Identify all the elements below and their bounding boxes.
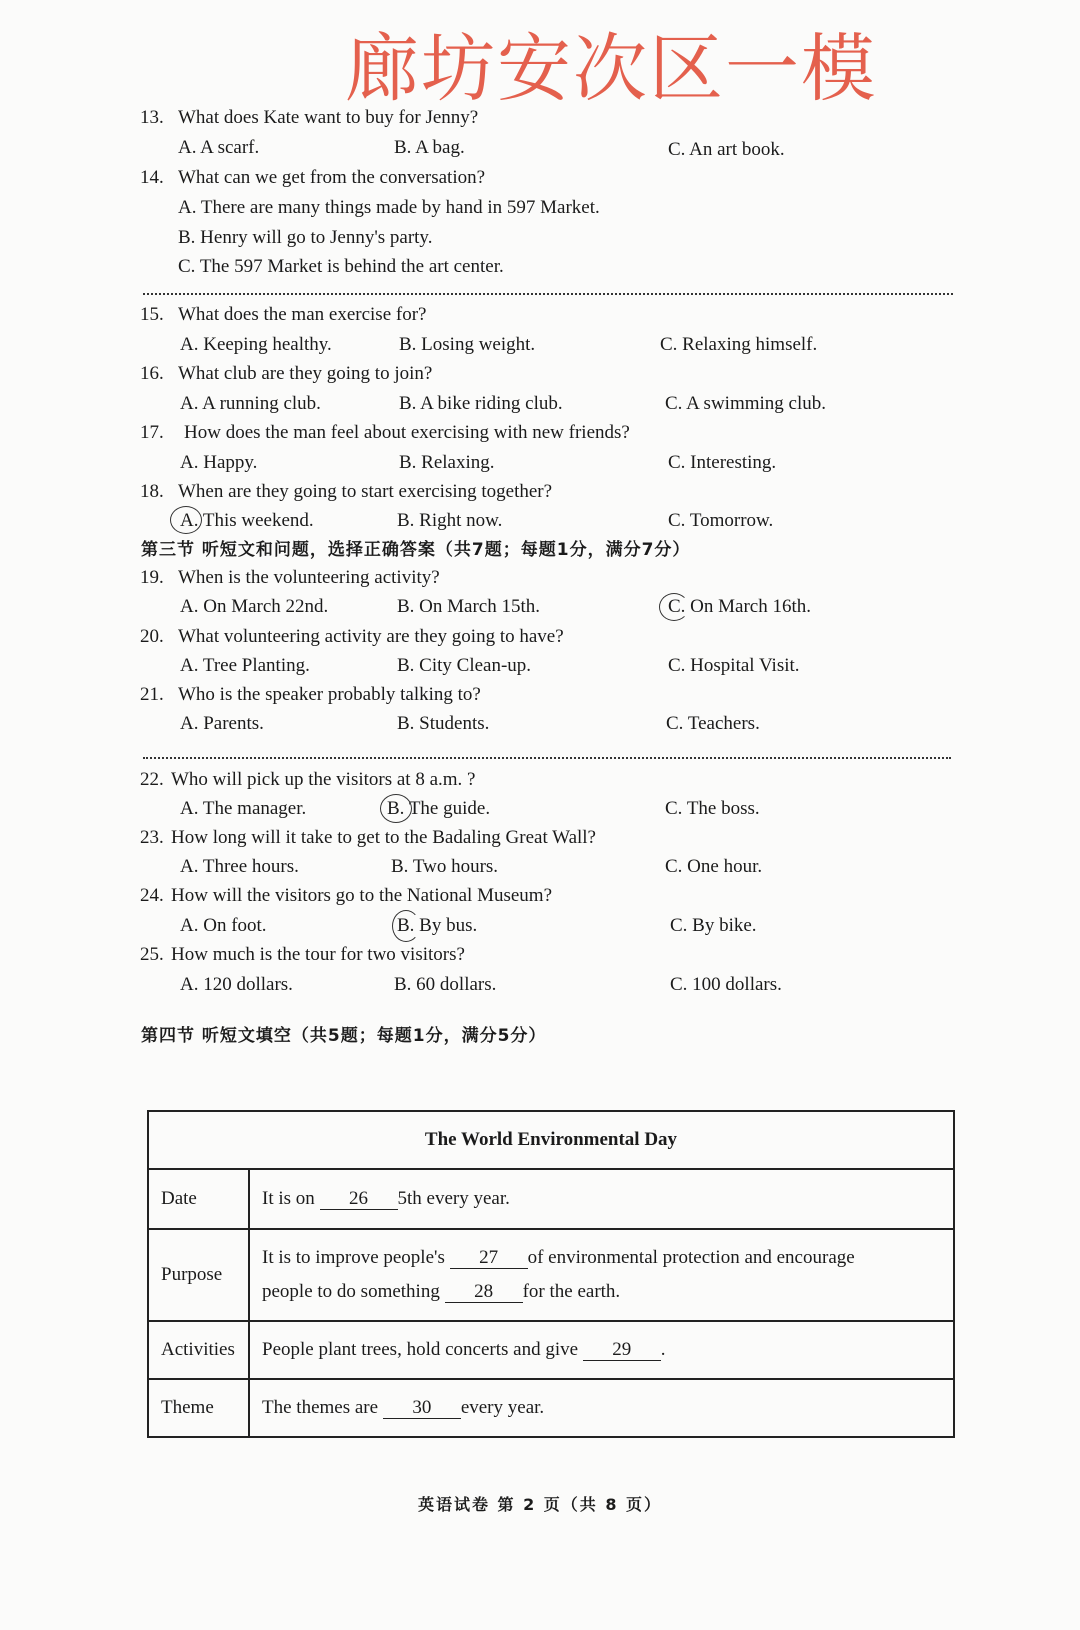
option-14c: C. The 597 Market is behind the art center. — [178, 256, 504, 277]
option-24c: C. By bike. — [670, 915, 757, 936]
option-17b: B. Relaxing. — [399, 452, 495, 473]
question-number: 15. — [140, 304, 164, 325]
question-16 — [140, 362, 432, 386]
option-24a: A. On foot. — [180, 915, 267, 936]
row-content-activities — [249, 1321, 954, 1379]
option-16b: B. A bike riding club. — [399, 393, 563, 414]
activities-text-before: People plant trees, hold concerts and give — [262, 1339, 579, 1360]
option-13b: B. A bag. — [394, 137, 465, 158]
option-22c: C. The boss. — [665, 798, 760, 819]
blank-26: 26 — [320, 1189, 398, 1210]
option-20a: A. Tree Planting. — [180, 655, 310, 676]
option-25b: B. 60 dollars. — [394, 974, 497, 995]
row-content-theme — [249, 1379, 954, 1437]
table-row-theme — [148, 1379, 954, 1437]
row-content-date — [249, 1169, 954, 1229]
question-text: What volunteering activity are they going to have? — [178, 626, 564, 647]
theme-text-before: The themes are — [262, 1397, 379, 1418]
option-14b: B. Henry will go to Jenny's party. — [178, 227, 433, 248]
option-17c: C. Interesting. — [668, 452, 777, 473]
question-number: 24. — [140, 885, 164, 906]
option-25a: A. 120 dollars. — [180, 974, 293, 995]
table-title: The World Environmental Day — [148, 1111, 954, 1169]
banner-title: 廊坊安次区一模 — [345, 26, 877, 112]
date-text-before: It is on — [262, 1188, 315, 1209]
table-row-activities — [148, 1321, 954, 1379]
option-16a: A. A running club. — [180, 393, 321, 414]
question-number: 21. — [140, 684, 164, 705]
option-20c: C. Hospital Visit. — [668, 655, 800, 676]
question-text: How will the visitors go to the National Museum? — [171, 885, 553, 906]
row-label-date: Date — [148, 1169, 249, 1229]
option-23b: B. Two hours. — [391, 856, 499, 877]
option-21c: C. Teachers. — [666, 713, 760, 734]
question-text: How long will it take to get to the Badaling Great Wall? — [171, 827, 596, 848]
question-text: Who is the speaker probably talking to? — [178, 684, 481, 705]
question-21 — [140, 683, 481, 707]
date-text-after: 5th every year. — [397, 1188, 510, 1209]
option-15b: B. Losing weight. — [399, 334, 536, 355]
section-3-heading: 第三节 听短文和问题，选择正确答案（共7题；每题1分，满分7分） — [141, 540, 691, 560]
question-23 — [140, 826, 596, 850]
blank-28: 28 — [445, 1282, 523, 1303]
option-18a: A. This weekend. — [180, 510, 314, 531]
question-text: What does Kate want to buy for Jenny? — [178, 107, 479, 128]
table-row-date — [148, 1169, 954, 1229]
purpose-line-2 — [262, 1275, 941, 1309]
purpose-text-3: people to do something — [262, 1281, 440, 1302]
question-number: 16. — [140, 363, 164, 384]
table-row-purpose — [148, 1229, 954, 1321]
purpose-text-2: of environmental protection and encourage — [527, 1247, 855, 1268]
activities-text-after: . — [660, 1339, 666, 1360]
option-19c: C. On March 16th. — [668, 596, 812, 617]
purpose-text-1: It is to improve people's — [262, 1247, 445, 1268]
question-text: How does the man feel about exercising with new friends? — [184, 422, 630, 443]
question-text: What does the man exercise for? — [178, 304, 427, 325]
question-15 — [140, 303, 426, 327]
question-14 — [140, 166, 485, 190]
option-21b: B. Students. — [397, 713, 490, 734]
question-text: When are they going to start exercising together? — [178, 481, 553, 502]
option-22a: A. The manager. — [180, 798, 307, 819]
option-21a: A. Parents. — [180, 713, 264, 734]
section-4-heading: 第四节 听短文填空（共5题；每题1分，满分5分） — [141, 1026, 547, 1046]
option-18b: B. Right now. — [397, 510, 503, 531]
row-label-activities: Activities — [148, 1321, 249, 1379]
theme-text-after: every year. — [460, 1397, 545, 1418]
question-number: 19. — [140, 567, 164, 588]
option-16c: C. A swimming club. — [665, 393, 826, 414]
page-footer: 英语试卷 第 2 页（共 8 页） — [417, 1495, 663, 1514]
blank-29: 29 — [583, 1340, 661, 1361]
option-20b: B. City Clean-up. — [397, 655, 532, 676]
question-text: What can we get from the conversation? — [178, 167, 486, 188]
option-23c: C. One hour. — [665, 856, 763, 877]
row-content-purpose — [249, 1229, 954, 1321]
environmental-day-table — [147, 1110, 955, 1438]
purpose-text-4: for the earth. — [522, 1281, 621, 1302]
question-18 — [140, 480, 552, 504]
table-title-row — [148, 1111, 954, 1169]
question-number: 23. — [140, 827, 164, 848]
option-19a: A. On March 22nd. — [180, 596, 329, 617]
question-number: 25. — [140, 944, 164, 965]
question-number: 22. — [140, 769, 164, 790]
option-17a: A. Happy. — [180, 452, 258, 473]
dotted-divider — [143, 293, 953, 295]
question-text: When is the volunteering activity? — [178, 567, 440, 588]
row-label-theme: Theme — [148, 1379, 249, 1437]
question-17 — [140, 421, 630, 445]
option-15a: A. Keeping healthy. — [180, 334, 332, 355]
question-text: Who will pick up the visitors at 8 a.m. ? — [171, 769, 476, 790]
option-22b: B. The guide. — [387, 798, 491, 819]
question-24 — [140, 884, 552, 908]
option-14a: A. There are many things made by hand in 597 Market. — [178, 197, 600, 218]
question-13 — [140, 106, 478, 130]
question-number: 18. — [140, 481, 164, 502]
option-24b: B. By bus. — [397, 915, 478, 936]
question-19 — [140, 566, 440, 590]
option-25c: C. 100 dollars. — [670, 974, 782, 995]
blank-27: 27 — [450, 1248, 528, 1269]
option-19b: B. On March 15th. — [397, 596, 541, 617]
question-number: 17. — [140, 422, 164, 443]
option-23a: A. Three hours. — [180, 856, 299, 877]
option-15c: C. Relaxing himself. — [660, 334, 818, 355]
option-13a: A. A scarf. — [178, 137, 260, 158]
option-13c: C. An art book. — [668, 139, 785, 160]
question-text: How much is the tour for two visitors? — [171, 944, 465, 965]
question-text: What club are they going to join? — [178, 363, 433, 384]
dotted-divider — [143, 757, 951, 759]
purpose-line-1 — [262, 1241, 941, 1275]
row-label-purpose: Purpose — [148, 1229, 249, 1321]
option-18c: C. Tomorrow. — [668, 510, 774, 531]
blank-30: 30 — [383, 1398, 461, 1419]
question-number: 20. — [140, 626, 164, 647]
question-number: 13. — [140, 107, 164, 128]
question-22 — [140, 768, 475, 792]
question-number: 14. — [140, 167, 164, 188]
question-20 — [140, 625, 564, 649]
question-25 — [140, 943, 465, 967]
